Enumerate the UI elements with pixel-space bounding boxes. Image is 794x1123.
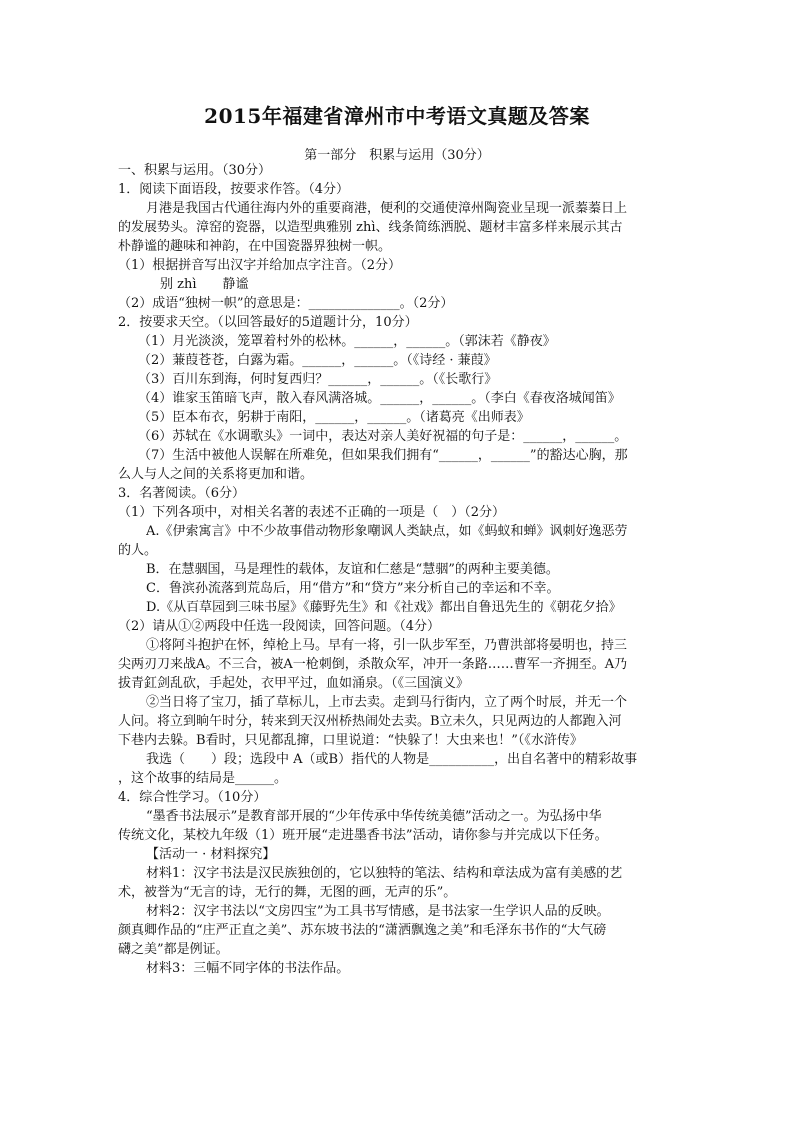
fill-item: （7）生活中被他人误解在所难免，但如果我们拥有“______，______”的豁达心胸，那 <box>138 448 628 463</box>
question-heading: 3．名著阅读。（6分） <box>118 486 246 501</box>
section-heading: 一、积累与运用。（30分） <box>118 163 272 178</box>
option-a-continued: 的人。 <box>118 543 158 558</box>
question-heading: 1．阅读下面语段，按要求作答。（4分） <box>118 182 350 197</box>
part-heading: 第一部分 积累与运用（30分） <box>304 148 490 163</box>
pinyin-prompt: 别 zhì 静谧 <box>160 277 249 292</box>
sub-question: （1）下列各项中，对相关名著的表述不正确的一项是（ ）（2分） <box>118 505 506 520</box>
excerpt-line: 下巷内去躲。B看时，只见都乱撺，口里说道：“快躲了！大虫来也！”（《水浒传》 <box>118 733 583 748</box>
sub-question: （2）请从①②两段中任选一段阅读，回答问题。（4分） <box>118 619 441 634</box>
passage-line: 月港是我国古代通往海内外的重要商港，便利的交通使漳州陶瓷业呈现一派蓁蓁日上 <box>146 201 628 216</box>
material-line: 材料2：汉字书法以“文房四宝”为工具书写情感，是书法家一生学识人品的反映。 <box>146 904 610 919</box>
sub-question: （1）根据拼音写出汉字并给加点字注音。（2分） <box>118 258 402 273</box>
fill-item-continued: 么人与人之间的关系将更加和谐。 <box>118 467 314 482</box>
option-b: B．在慧骃国，马是理性的载体，友谊和仁慈是“慧骃”的两种主要美德。 <box>146 562 559 577</box>
material-line: 术，被誉为“无言的诗，无行的舞，无图的画，无声的乐”。 <box>118 885 457 900</box>
sub-question: （2）成语“独树一帜”的意思是：______________。（2分） <box>118 296 454 311</box>
excerpt-line: 人问。将立到晌午时分，转来到天汉州桥热闹处去卖。B立未久，只见两边的人都跑入河 <box>118 714 622 729</box>
document-title: 2015年福建省漳州市中考语文真题及答案 <box>204 104 590 128</box>
passage-line: 朴静谧的趣味和神韵，在中国瓷器界独树一帜。 <box>118 239 392 254</box>
activity-heading: 【活动一 · 材料探究】 <box>146 847 276 862</box>
answer-prompt: ，这个故事的结局是______。 <box>118 771 288 786</box>
material-line: 礴之美”都是例证。 <box>118 942 229 957</box>
material-line: 颜真卿作品的“庄严正直之美”、苏东坡书法的“潇洒飘逸之美”和毛泽东书作的“大气磅 <box>118 923 607 938</box>
material-line: 材料1：汉字书法是汉民族独创的，它以独特的笔法、结构和章法成为富有美感的艺 <box>146 866 623 881</box>
fill-item: （4）谁家玉笛暗飞声，散入春风满洛城。______，______。（李白《春夜洛城闻笛》 <box>138 391 621 406</box>
excerpt-line: 拔青釭剑乱砍，手起处，衣甲平过，血如涌泉。（《三国演义》 <box>118 676 470 691</box>
passage-line: 传统文化，某校九年级（1）班开展“走进墨香书法”活动，请你参与并完成以下任务。 <box>118 828 608 843</box>
excerpt-line: 尖两刃刀来战A。不三合，被A一枪刺倒，杀散众军，冲开一条路……曹军一齐拥至。A乃 <box>118 657 628 672</box>
fill-item: （3）百川东到海，何时复西归？______，______。（《长歌行》 <box>138 372 498 387</box>
option-a: A.《伊索寓言》中不少故事借动物形象嘲讽人类缺点，如《蚂蚁和蝉》讽刺好逸恶劳 <box>146 524 628 539</box>
passage-line: 的发展势头。漳窑的瓷器，以造型典雅别 zhì、线条简练洒脱、题材丰富多样来展示其古 <box>118 220 623 235</box>
material-line: 材料3：三幅不同字体的书法作品。 <box>146 961 350 976</box>
fill-item: （6）苏轼在《水调歌头》一词中，表达对亲人美好祝福的句子是：______，______。 <box>138 429 628 444</box>
fill-item: （5）臣本布衣，躬耕于南阳，______，______。（诸葛亮《出师表》 <box>138 410 530 425</box>
fill-item: （2）蒹葭苍苍，白露为霜。______，______。（《诗经 · 蒹葭》 <box>138 353 497 368</box>
option-d: D.《从百草园到三味书屋》《藤野先生》和《社戏》都出自鲁迅先生的《朝花夕拾》 <box>146 600 622 615</box>
question-heading: 4．综合性学习。（10分） <box>118 790 267 805</box>
fill-item: （1）月光淡淡，笼罩着村外的松林。______，______。（郭沫若《静夜》 <box>138 334 556 349</box>
answer-prompt: 我选（ ）段；选段中 A（或B）指代的人物是__________，出自名著中的精彩故事 <box>146 752 638 767</box>
option-c: C．鲁滨孙流落到荒岛后，用“借方”和“贷方”来分析自己的幸运和不幸。 <box>146 581 560 596</box>
passage-line: “墨香书法展示”是教育部开展的“少年传承中华传统美德”活动之一。为弘扬中华 <box>146 809 602 824</box>
question-heading: 2．按要求天空。（以回答最好的5道题计分，10分） <box>118 315 418 330</box>
excerpt-line: ②当日将了宝刀，插了草标儿，上市去卖。走到马行街内，立了两个时辰，并无一个 <box>146 695 628 710</box>
excerpt-line: ①将阿斗抱护在怀，绰枪上马。早有一将，引一队步军至，乃曹洪部将晏明也，持三 <box>146 638 628 653</box>
